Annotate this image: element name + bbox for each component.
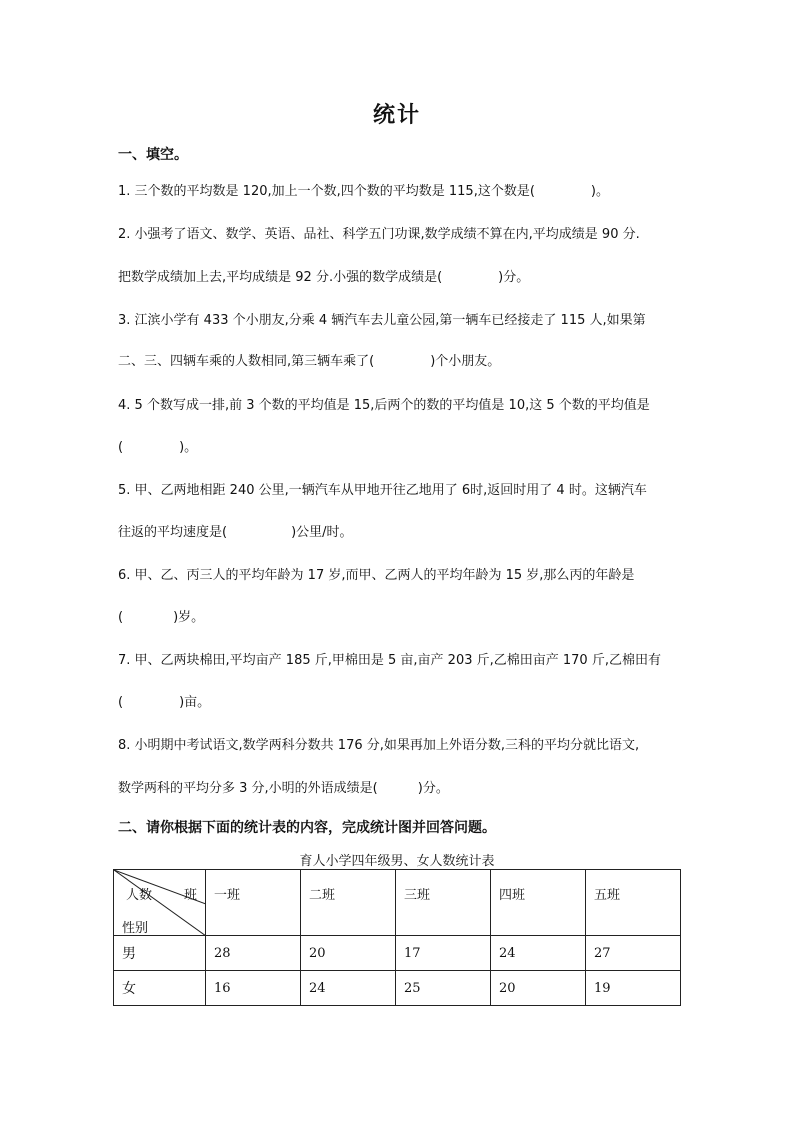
question-text-tail: )。	[590, 184, 609, 199]
table-header-row	[114, 870, 681, 936]
question-text-tail: )。	[179, 440, 198, 455]
question-text: 3. 江滨小学有 433 个小朋友,分乘 4 辆汽车去儿童公园,第一辆车已经接走了 115 人,如果第	[118, 313, 646, 328]
column-header: 一班	[206, 870, 301, 936]
table-cell: 24	[301, 971, 396, 1006]
column-header: 五班	[586, 870, 681, 936]
table-cell: 24	[491, 936, 586, 971]
question-text: 二、三、四辆车乘的人数相同,第三辆车乘了(	[118, 354, 375, 369]
question-line	[118, 609, 678, 627]
question-text: 6. 甲、乙、丙三人的平均年龄为 17 岁,而甲、乙两人的平均年龄为 15 岁,那么丙的年龄是	[118, 568, 635, 583]
table-cell: 25	[396, 971, 491, 1006]
question-text-tail: )个小朋友。	[430, 354, 501, 369]
question-text: 把数学成绩加上去,平均成绩是 92 分.小强的数学成绩是(	[118, 270, 443, 285]
question-text: 5. 甲、乙两地相距 240 公里,一辆汽车从甲地开往乙地用了 6时,返回时用了 4 时。这辆汽车	[118, 483, 647, 498]
corner-label-class: 班	[184, 888, 198, 903]
question-text: 8. 小明期中考试语文,数学两科分数共 176 分,如果再加上外语分数,三科的平均分就比语文,	[118, 738, 640, 753]
question-line	[118, 652, 678, 670]
question-text: 2. 小强考了语文、数学、英语、品社、科学五门功课,数学成绩不算在内,平均成绩是 90 分.	[118, 227, 640, 242]
question-text: 4. 5 个数写成一排,前 3 个数的平均值是 15,后两个的数的平均值是 10,这 5 个数的平均值是	[118, 398, 650, 413]
question-line	[118, 183, 678, 201]
row-label: 男	[114, 936, 206, 971]
question-text: 1. 三个数的平均数是 120,加上一个数,四个数的平均数是 115,这个数是(	[118, 184, 535, 199]
table-row	[114, 971, 681, 1006]
table-cell: 20	[301, 936, 396, 971]
statistics-table	[113, 869, 681, 1006]
column-header: 二班	[301, 870, 396, 936]
page-title: 统计	[372, 102, 421, 128]
table-row	[114, 936, 681, 971]
question-line	[118, 312, 678, 330]
column-header: 三班	[396, 870, 491, 936]
question-text: 7. 甲、乙两块棉田,平均亩产 185 斤,甲棉田是 5 亩,亩产 203 斤,乙棉田亩产 170 斤,乙棉田有	[118, 653, 661, 668]
question-text: (	[118, 610, 124, 625]
question-line	[118, 439, 678, 457]
question-line	[118, 567, 678, 585]
question-text: 数学两科的平均分多 3 分,小明的外语成绩是(	[118, 781, 378, 796]
question-text: 往返的平均速度是(	[118, 525, 228, 540]
table-corner-cell	[114, 870, 206, 936]
table-cell: 28	[206, 936, 301, 971]
column-header: 四班	[491, 870, 586, 936]
question-text-tail: )岁。	[173, 610, 205, 625]
section-1-heading: 一、填空。	[118, 147, 188, 163]
table-cell: 27	[586, 936, 681, 971]
question-text-tail: )分。	[417, 781, 449, 796]
question-line	[118, 737, 678, 755]
table-cell: 20	[491, 971, 586, 1006]
question-text: (	[118, 440, 124, 455]
question-line	[118, 780, 678, 798]
question-line	[118, 694, 678, 712]
question-line	[118, 353, 678, 371]
question-text: (	[118, 695, 124, 710]
corner-label-count: 人数	[126, 888, 153, 903]
question-line	[118, 397, 678, 415]
question-line	[118, 226, 678, 244]
table-cell: 17	[396, 936, 491, 971]
question-line	[118, 269, 678, 287]
question-line	[118, 524, 678, 542]
question-text-tail: )分。	[498, 270, 530, 285]
table-cell: 16	[206, 971, 301, 1006]
row-label: 女	[114, 971, 206, 1006]
corner-label-gender: 性别	[122, 921, 149, 936]
table-cell: 19	[586, 971, 681, 1006]
table-caption: 育人小学四年级男、女人数统计表	[299, 854, 495, 869]
question-text-tail: )公里/时。	[291, 525, 353, 540]
section-2-heading: 二、请你根据下面的统计表的内容，完成统计图并回答问题。	[118, 820, 496, 836]
question-text-tail: )亩。	[179, 695, 211, 710]
question-line	[118, 482, 678, 500]
